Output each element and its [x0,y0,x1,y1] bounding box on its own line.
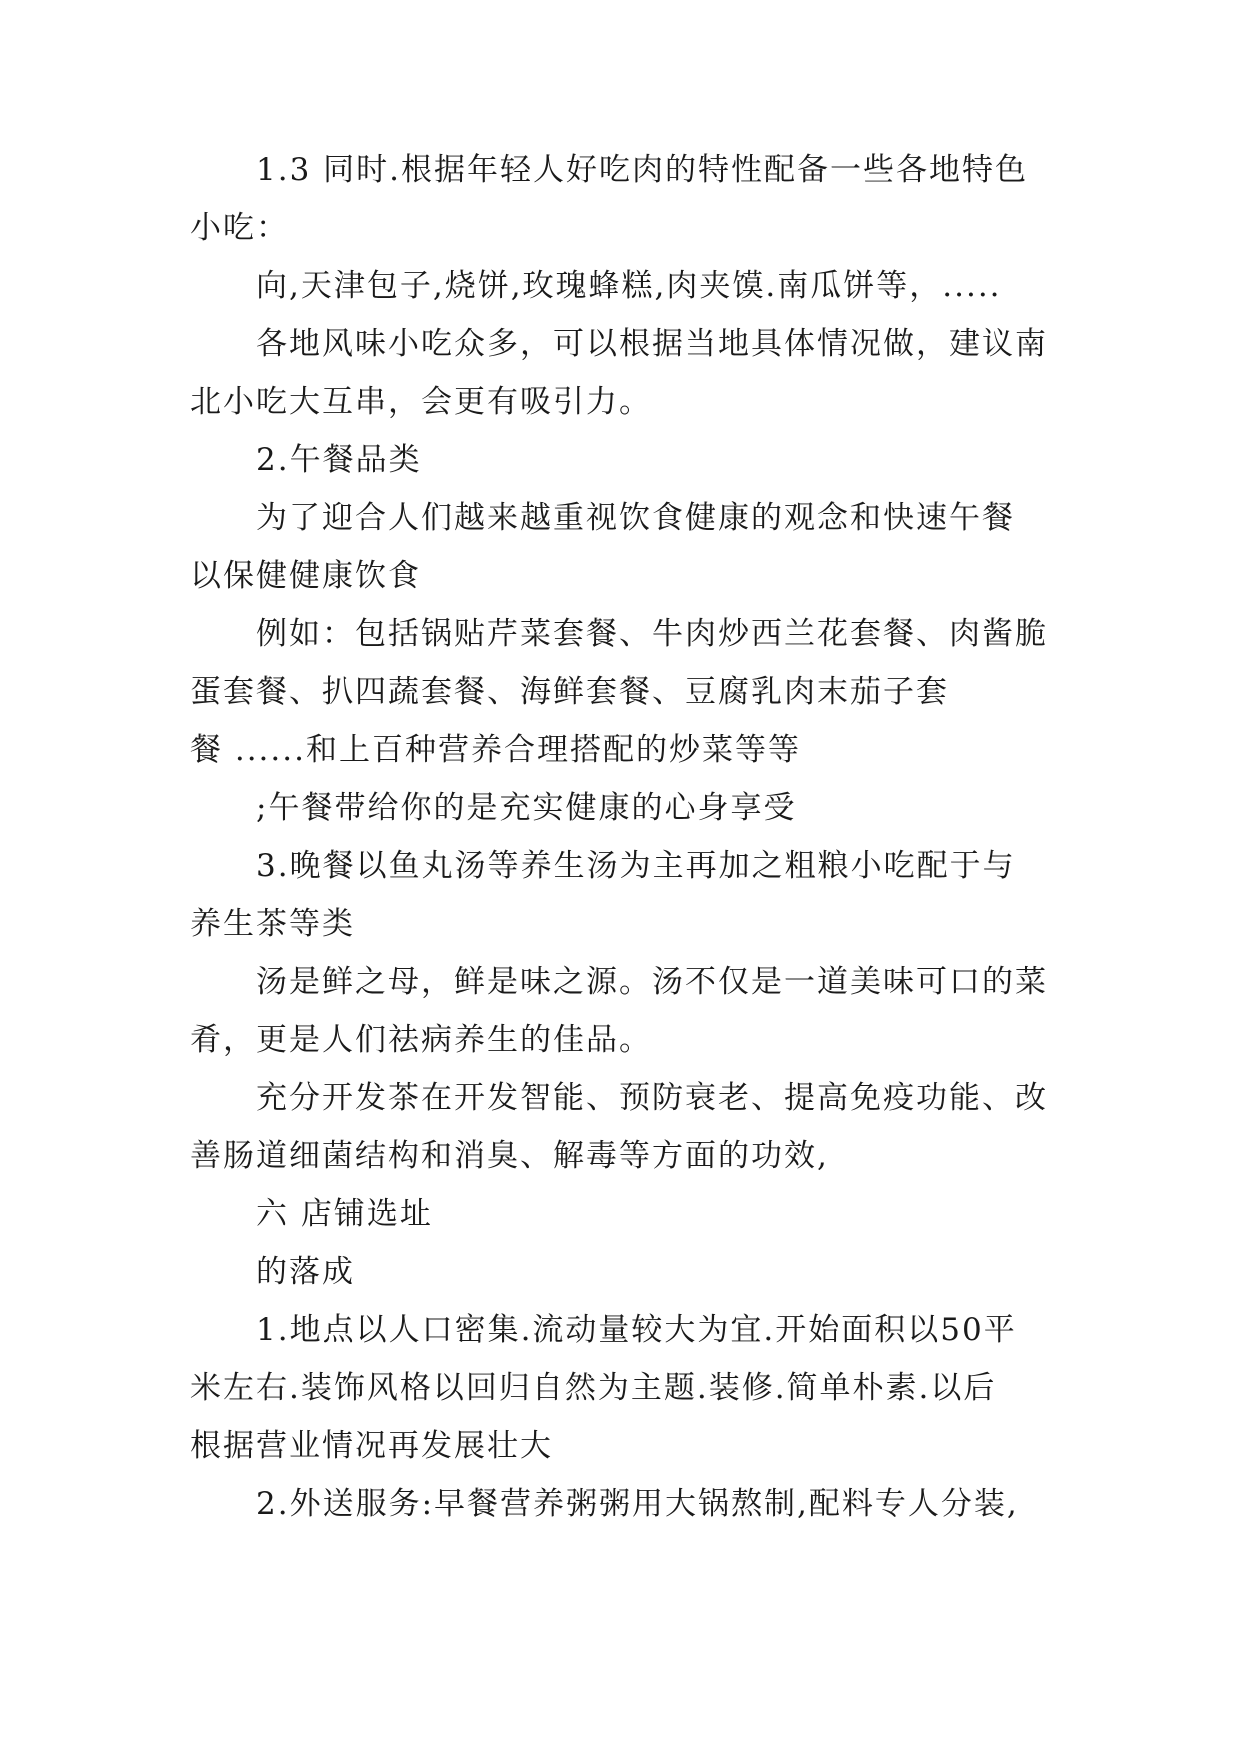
text-line: 善肠道细菌结构和消臭、解毒等方面的功效, [190,1138,829,1174]
text-line: 养生茶等类 [190,906,355,942]
text-line: 汤是鲜之母，鲜是味之源。汤不仅是一道美味可口的菜 [256,964,1048,1000]
text-line: 2.外送服务:早餐营养粥粥用大锅熬制,配料专人分装, [256,1486,1019,1522]
text-line: 根据营业情况再发展壮大 [190,1428,553,1464]
text-line: 蛋套餐、扒四蔬套餐、海鲜套餐、豆腐乳肉末茄子套 [190,674,949,710]
text-line: 2.午餐品类 [256,442,422,478]
text-line: 以保健健康饮食 [190,558,421,594]
text-line: 3.晚餐以鱼丸汤等养生汤为主再加之粗粮小吃配于与 [256,848,1016,884]
text-line: 1.3 同时.根据年轻人好吃肉的特性配备一些各地特色 [256,152,1029,188]
text-line: 的落成 [256,1254,355,1290]
text-line: 北小吃大互串，会更有吸引力。 [190,384,652,420]
section-heading: 六 店铺选址 [256,1196,433,1232]
text-line: 小吃： [190,210,289,246]
text-line: 米左右.装饰风格以回归自然为主题.装修.简单朴素.以后 [190,1370,997,1406]
text-line: 向,天津包子,烧饼,玫瑰蜂糕,肉夹馍.南瓜饼等，..... [256,268,1002,304]
text-line: 例如：包括锅贴芹菜套餐、牛肉炒西兰花套餐、肉酱脆 [256,616,1048,652]
text-line: 餐 ......和上百种营养合理搭配的炒菜等等 [190,732,801,768]
text-line: 为了迎合人们越来越重视饮食健康的观念和快速午餐 [256,500,1015,536]
text-line: ;午餐带给你的是充实健康的心身享受 [256,790,797,826]
text-line: 1.地点以人口密集.流动量较大为宜.开始面积以50平 [256,1312,1017,1348]
text-line: 各地风味小吃众多，可以根据当地具体情况做，建议南 [256,326,1048,362]
text-line: 肴，更是人们祛病养生的佳品。 [190,1022,652,1058]
text-line: 充分开发茶在开发智能、预防衰老、提高免疫功能、改 [256,1080,1048,1116]
